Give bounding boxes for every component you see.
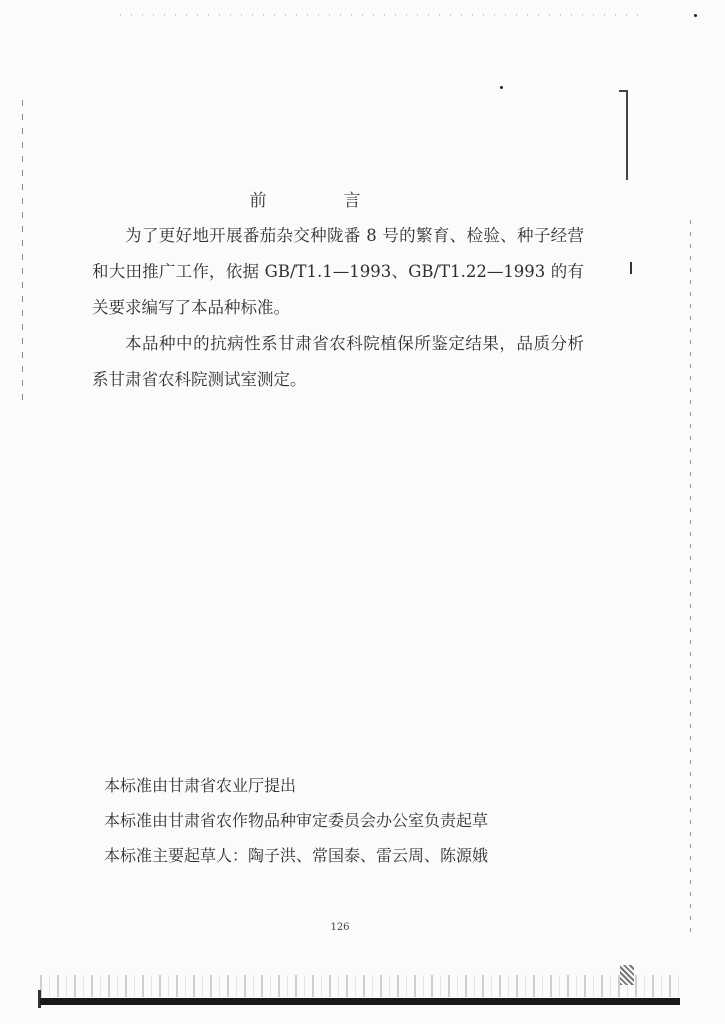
scan-dot (694, 14, 697, 17)
scan-noise-bottom (40, 975, 680, 997)
proposer-line: 本标准由甘肃省农业厅提出 (104, 776, 297, 795)
scan-mark-right (630, 262, 632, 274)
foreword-paragraph-2: 本品种中的抗病性系甘肃省农科院植保所鉴定结果，品质分析系甘肃省农科院测试室测定。 (92, 334, 584, 389)
drafters-line: 本标准主要起草人：陶子洪、常国泰、雷云周、陈源娥 (104, 846, 489, 865)
drafting-org-line: 本标准由甘肃省农作物品种审定委员会办公室负责起草 (104, 811, 489, 830)
scan-edge-left (22, 100, 23, 400)
scan-dot (500, 86, 503, 89)
scan-edge-right (626, 90, 628, 180)
foreword-title: 前 言 (249, 191, 391, 211)
page-number: 126 (330, 922, 350, 933)
scan-edge-right-far (690, 220, 691, 940)
scan-mark-bottom-right (620, 965, 634, 985)
foreword-paragraph-1: 为了更好地开展番茄杂交种陇番 8 号的繁育、检验、种子经营和大田推广工作，依据 GB/T1.1—1993、GB/T1.22—1993 的有关要求编写了本品种标准。 (92, 226, 584, 317)
scan-bottom-bar (40, 998, 680, 1005)
scan-edge-right-tick (619, 90, 628, 92)
scan-noise-top (120, 14, 640, 16)
drafting-info (104, 768, 584, 873)
